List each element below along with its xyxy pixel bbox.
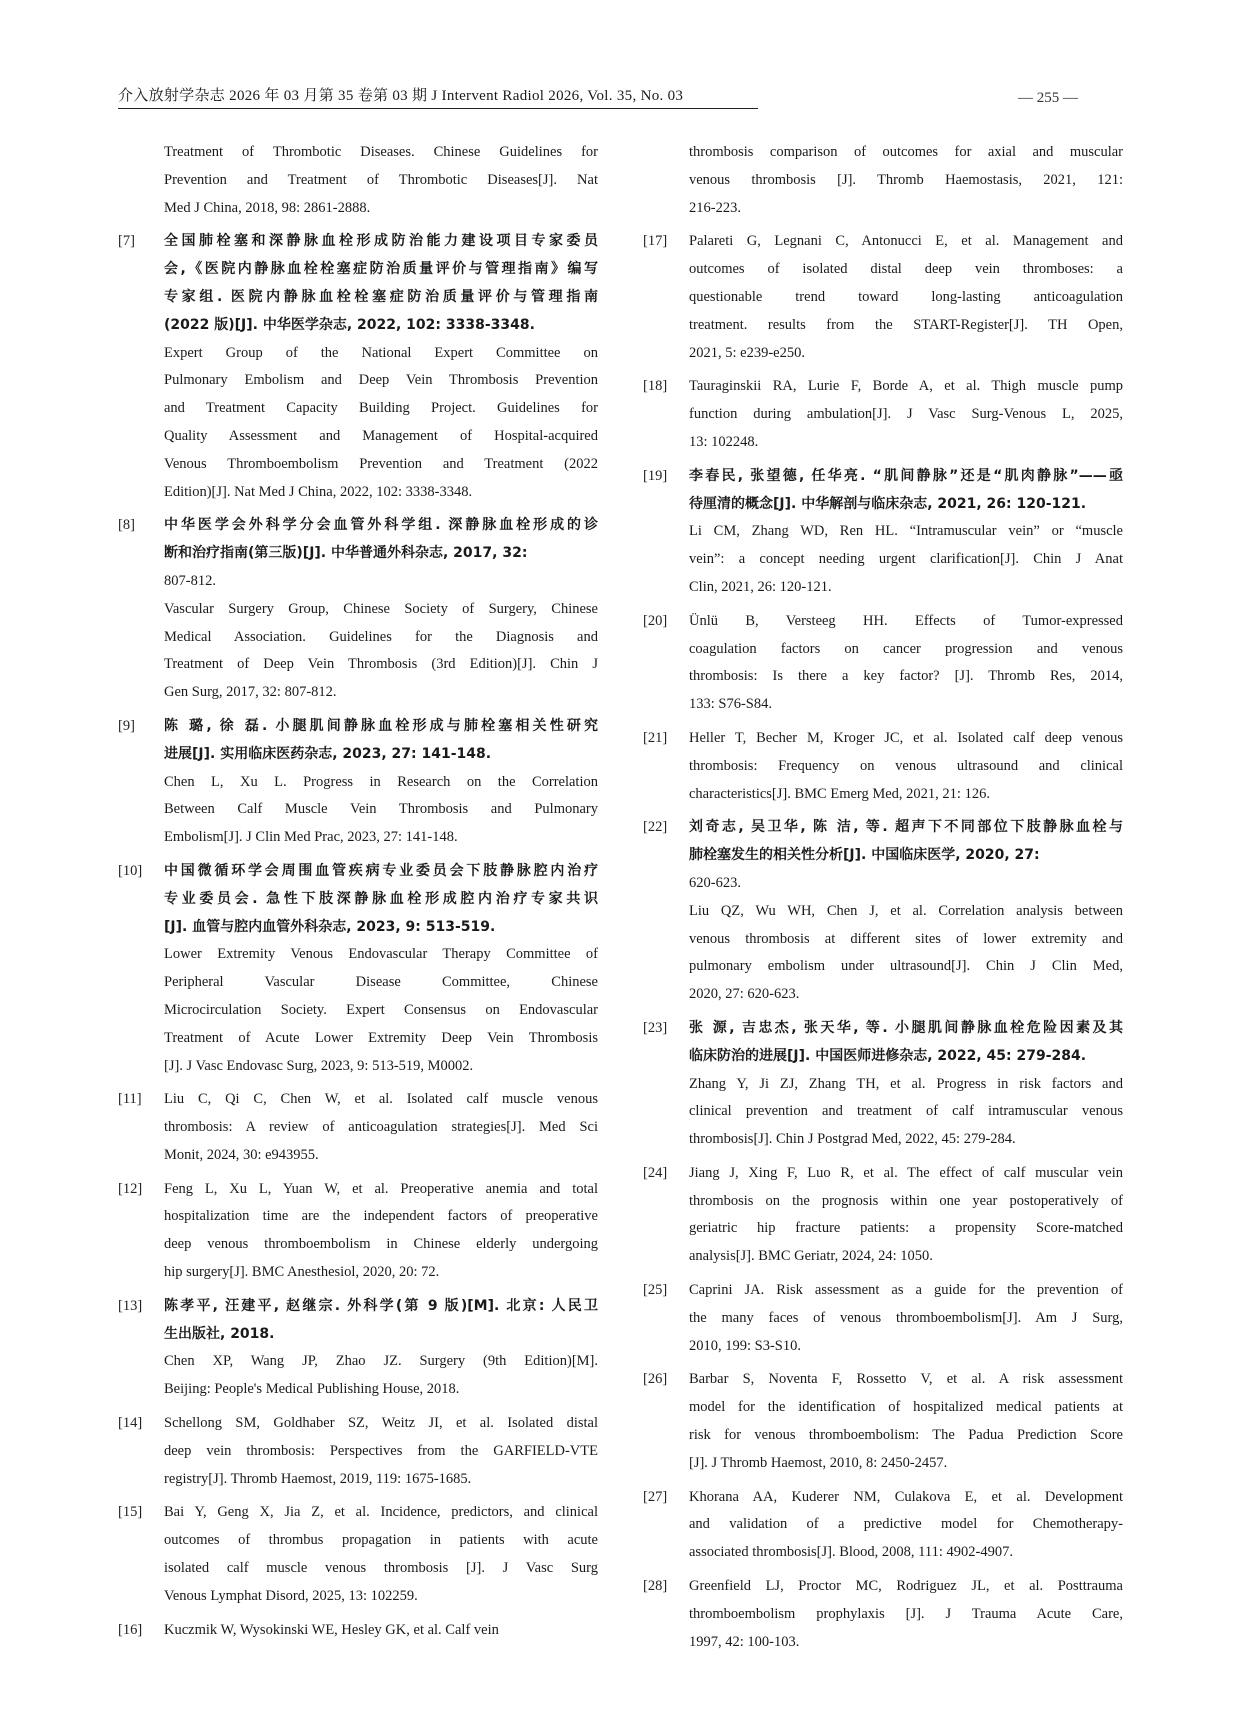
reference-line: Lower Extremity Venous Endovascular Therapy Committee of [164,946,598,963]
reference-number: [22] [643,819,668,836]
reference-entry [118,1617,598,1645]
reference-number: [25] [643,1282,668,1299]
reference-line: Pulmonary Embolism and Deep Vein Thrombosis Prevention [164,372,598,389]
reference-number: [17] [643,233,668,250]
reference-number: [24] [643,1164,668,1181]
reference-entry [643,373,1123,456]
reference-line: registry[J]. Thromb Haemost, 2019, 119: 1675-1685. [164,1470,472,1487]
reference-entry [118,512,598,707]
reference-line: clinical prevention and treatment of calf intramuscular venous [689,1103,1123,1120]
reference-line: 待厘清的概念[J]. 中华解剖与临床杂志, 2021, 26: 120-121. [689,495,1087,512]
reference-number: [18] [643,378,668,395]
reference-line: Medical Association. Guidelines for the Diagnosis and [164,628,598,645]
reference-number: [23] [643,1019,668,1036]
reference-line: Kuczmik W, Wysokinski WE, Hesley GK, et al. Calf vein [164,1621,499,1638]
reference-line: and validation of a predictive model for Chemotherapy- [689,1516,1123,1533]
reference-line: risk for venous thromboembolism: The Padua Prediction Score [689,1427,1123,1444]
reference-continuation [643,139,1123,222]
reference-number: [14] [118,1415,143,1432]
reference-line: 专业委员会. 急性下肢深静脉血栓形成腔内治疗专家共识 [164,890,598,907]
reference-line: Peripheral Vascular Disease Committee, Chinese [164,974,598,991]
reference-number: [26] [643,1371,668,1388]
reference-line: Treatment of Acute Lower Extremity Deep Vein Thrombosis [164,1029,598,1046]
reference-line: Med J China, 2018, 98: 2861-2888. [164,199,371,216]
reference-entry [118,1499,598,1610]
reference-line: Expert Group of the National Expert Committee on [164,344,598,361]
reference-number: [20] [643,612,668,629]
reference-line: Treatment of Deep Vein Thrombosis (3rd Edition)[J]. Chin J [164,656,598,673]
reference-number: [7] [118,233,135,250]
reference-line: Beijing: People's Medical Publishing House, 2018. [164,1381,460,1398]
reference-line: 216-223. [689,199,741,216]
reference-line: Caprini JA. Risk assessment as a guide for the prevention of [689,1282,1123,1299]
reference-line: Greenfield LJ, Proctor MC, Rodriguez JL, et al. Posttrauma [689,1578,1123,1595]
reference-line: 2020, 27: 620-623. [689,986,800,1003]
reference-line: Chen XP, Wang JP, Zhao JZ. Surgery (9th Edition)[M]. [164,1353,598,1370]
reference-line: vein”: a concept needing urgent clarification[J]. Chin J Anat [689,551,1123,568]
reference-line: 中国微循环学会周围血管疾病专业委员会下肢静脉腔内治疗 [164,862,598,879]
reference-line: 中华医学会外科学分会血管外科学组. 深静脉血栓形成的诊 [164,517,598,534]
reference-line: Li CM, Zhang WD, Ren HL. “Intramuscular vein” or “muscle [689,523,1123,540]
reference-line: 会,《医院内静脉血栓栓塞症防治质量评价与管理指南》编写 [164,261,598,278]
reference-line: [J]. J Vasc Endovasc Surg, 2023, 9: 513-519, M0002. [164,1057,474,1074]
reference-line: Gen Surg, 2017, 32: 807-812. [164,684,337,701]
reference-number: [10] [118,862,143,879]
reference-entry [118,1086,598,1169]
reference-line: characteristics[J]. BMC Emerg Med, 2021, 21: 126. [689,785,990,802]
reference-entry [643,228,1123,367]
reference-line: outcomes of isolated distal deep vein thromboses: a [689,261,1123,278]
reference-line: thromboembolism prophylaxis [J]. J Trauma Acute Care, [689,1605,1123,1622]
reference-line: 620-623. [689,874,741,891]
reference-line: Liu QZ, Wu WH, Chen J, et al. Correlation analysis between [689,902,1123,919]
reference-line: Heller T, Becher M, Kroger JC, et al. Isolated calf deep venous [689,729,1123,746]
left-column [118,139,598,1650]
reference-line: 肺栓塞发生的相关性分析[J]. 中国临床医学, 2020, 27: [689,847,1040,864]
reference-number: [11] [118,1091,142,1108]
reference-line: 陈 璐, 徐 磊. 小腿肌间静脉血栓形成与肺栓塞相关性研究 [164,717,598,734]
reference-line: Schellong SM, Goldhaber SZ, Weitz JI, et al. Isolated distal [164,1415,598,1432]
reference-entry [118,1293,598,1404]
reference-line: deep vein thrombosis: Perspectives from the GARFIELD-VTE [164,1442,598,1459]
reference-line: and Treatment Capacity Building Project. Guidelines for [164,400,598,417]
running-header: 介入放射学杂志 2026 年 03 月第 35 卷第 03 期 J Intervent Radiol 2026, Vol. 35, No. 03 [118,84,758,109]
reference-number: [13] [118,1297,143,1314]
reference-line: (2022 版)[J]. 中华医学杂志, 2022, 102: 3338-3348. [164,316,535,333]
reference-line: outcomes of thrombus propagation in patients with acute [164,1532,598,1549]
reference-line: Liu C, Qi C, Chen W, et al. Isolated calf muscle venous [164,1091,598,1108]
reference-line: 2010, 199: S3-S10. [689,1337,801,1354]
reference-line: the many faces of venous thromboembolism[J]. Am J Surg, [689,1309,1123,1326]
reference-line: deep venous thromboembolism in Chinese elderly undergoing [164,1236,598,1253]
reference-line: Tauraginskii RA, Lurie F, Borde A, et al. Thigh muscle pump [689,378,1123,395]
reference-line: Ünlü B, Versteeg HH. Effects of Tumor-expressed [689,612,1123,629]
reference-line: isolated calf muscle venous thrombosis [J]. J Vasc Surg [164,1560,598,1577]
reference-line: thrombosis[J]. Chin J Postgrad Med, 2022, 45: 279-284. [689,1131,1016,1148]
reference-number: [8] [118,517,135,534]
reference-line: Monit, 2024, 30: e943955. [164,1146,319,1163]
reference-line: thrombosis: Frequency on venous ultrasound and clinical [689,757,1123,774]
reference-line: Zhang Y, Ji ZJ, Zhang TH, et al. Progress in risk factors and [689,1075,1123,1092]
reference-line: associated thrombosis[J]. Blood, 2008, 111: 4902-4907. [689,1544,1013,1561]
reference-line: Barbar S, Noventa F, Rossetto V, et al. A risk assessment [689,1371,1123,1388]
reference-line: 临床防治的进展[J]. 中国医师进修杂志, 2022, 45: 279-284. [689,1047,1087,1064]
reference-line: Chen L, Xu L. Progress in Research on the Correlation [164,773,598,790]
reference-line: 133: S76-S84. [689,696,772,713]
reference-line: 张 源, 吉忠杰, 张天华, 等. 小腿肌间静脉血栓危险因素及其 [689,1019,1123,1036]
reference-entry [643,1277,1123,1360]
reference-line: Clin, 2021, 26: 120-121. [689,578,832,595]
reference-entry [643,1366,1123,1477]
reference-number: [21] [643,729,668,746]
reference-entry [118,713,598,852]
reference-number: [12] [118,1180,143,1197]
reference-entry [643,1484,1123,1567]
reference-line: hospitalization time are the independent factors of preoperative [164,1208,598,1225]
reference-line: Bai Y, Geng X, Jia Z, et al. Incidence, predictors, and clinical [164,1504,598,1521]
reference-line: [J]. 血管与腔内血管外科杂志, 2023, 9: 513-519. [164,918,496,935]
reference-line: Edition)[J]. Nat Med J China, 2022, 102: 3338-3348. [164,483,473,500]
reference-entry [643,814,1123,1009]
reference-line: Embolism[J]. J Clin Med Prac, 2023, 27: 141-148. [164,829,458,846]
reference-line: pulmonary embolism under ultrasound[J]. Chin J Clin Med, [689,958,1123,975]
reference-line: Quality Assessment and Management of Hospital-acquired [164,427,598,444]
reference-entry [118,1176,598,1287]
reference-line: thrombosis comparison of outcomes for axial and muscular [689,144,1123,160]
reference-line: [J]. J Thromb Haemost, 2010, 8: 2450-2457. [689,1454,948,1471]
reference-line: 生出版社, 2018. [164,1325,275,1342]
reference-line: 全国肺栓塞和深静脉血栓形成防治能力建设项目专家委员 [164,233,598,250]
reference-line: geriatric hip fracture patients: a propensity Score-matched [689,1220,1123,1237]
reference-number: [9] [118,717,135,734]
reference-line: Venous Lymphat Disord, 2025, 13: 102259. [164,1587,418,1604]
reference-line: Prevention and Treatment of Thrombotic Diseases[J]. Nat [164,171,598,188]
reference-entry [643,463,1123,602]
reference-line: 刘奇志, 吴卫华, 陈 洁, 等. 超声下不同部位下肢静脉血栓与 [689,819,1123,836]
reference-entry [643,725,1123,808]
page-number: — 255 — [1018,90,1078,106]
reference-number: [27] [643,1488,668,1505]
reference-line: Vascular Surgery Group, Chinese Society of Surgery, Chinese [164,600,598,617]
reference-number: [15] [118,1504,143,1521]
reference-line: 李春民, 张望德, 任华亮. “肌间静脉”还是“肌肉静脉”——亟 [689,467,1123,484]
reference-line: 13: 102248. [689,433,759,450]
reference-line: 1997, 42: 100-103. [689,1633,800,1650]
reference-line: venous thrombosis [J]. Thromb Haemostasis, 2021, 121: [689,171,1123,188]
reference-continuation [118,139,598,222]
reference-line: model for the identification of hospitalized medical patients at [689,1399,1123,1416]
reference-line: treatment. results from the START-Register[J]. TH Open, [689,316,1123,333]
reference-line: coagulation factors on cancer progression and venous [689,640,1123,657]
reference-line: 陈孝平, 汪建平, 赵继宗. 外科学(第 9 版)[M]. 北京: 人民卫 [164,1297,598,1314]
reference-line: Venous Thromboembolism Prevention and Treatment (2022 [164,455,598,472]
reference-entry [643,1573,1123,1656]
reference-line: Khorana AA, Kuderer NM, Culakova E, et al. Development [689,1488,1123,1505]
reference-line: hip surgery[J]. BMC Anesthesiol, 2020, 20: 72. [164,1264,440,1281]
reference-entry [643,1015,1123,1154]
reference-line: questionable trend toward long-lasting anticoagulation [689,288,1123,305]
reference-line: 2021, 5: e239-e250. [689,344,805,361]
reference-line: Between Calf Muscle Vein Thrombosis and Pulmonary [164,801,598,818]
reference-line: thrombosis: A review of anticoagulation strategies[J]. Med Sci [164,1119,598,1136]
reference-line: thrombosis on the prognosis within one year postoperatively of [689,1192,1123,1209]
reference-line: Feng L, Xu L, Yuan W, et al. Preoperative anemia and total [164,1180,598,1197]
right-column [643,139,1123,1662]
reference-line: Jiang J, Xing F, Luo R, et al. The effect of calf muscular vein [689,1164,1123,1181]
reference-number: [19] [643,467,668,484]
reference-line: 断和治疗指南(第三版)[J]. 中华普通外科杂志, 2017, 32: [164,545,528,562]
reference-line: function during ambulation[J]. J Vasc Surg-Venous L, 2025, [689,406,1123,423]
reference-line: 进展[J]. 实用临床医药杂志, 2023, 27: 141-148. [164,745,492,762]
reference-entry [118,228,598,506]
reference-entry [118,1410,598,1493]
reference-line: Treatment of Thrombotic Diseases. Chinese Guidelines for [164,144,598,160]
reference-line: venous thrombosis at different sites of lower extremity and [689,930,1123,947]
reference-line: 807-812. [164,572,216,589]
reference-line: Microcirculation Society. Expert Consensus on Endovascular [164,1001,598,1018]
reference-line: 专家组. 医院内静脉血栓栓塞症防治质量评价与管理指南 [164,288,598,305]
reference-line: analysis[J]. BMC Geriatr, 2024, 24: 1050. [689,1248,933,1265]
reference-entry [118,858,598,1080]
reference-line: Palareti G, Legnani C, Antonucci E, et al. Management and [689,233,1123,250]
reference-line: thrombosis: Is there a key factor? [J]. Thromb Res, 2014, [689,668,1123,685]
reference-entry [643,608,1123,719]
reference-number: [28] [643,1578,668,1595]
reference-entry [643,1160,1123,1271]
reference-number: [16] [118,1621,143,1638]
